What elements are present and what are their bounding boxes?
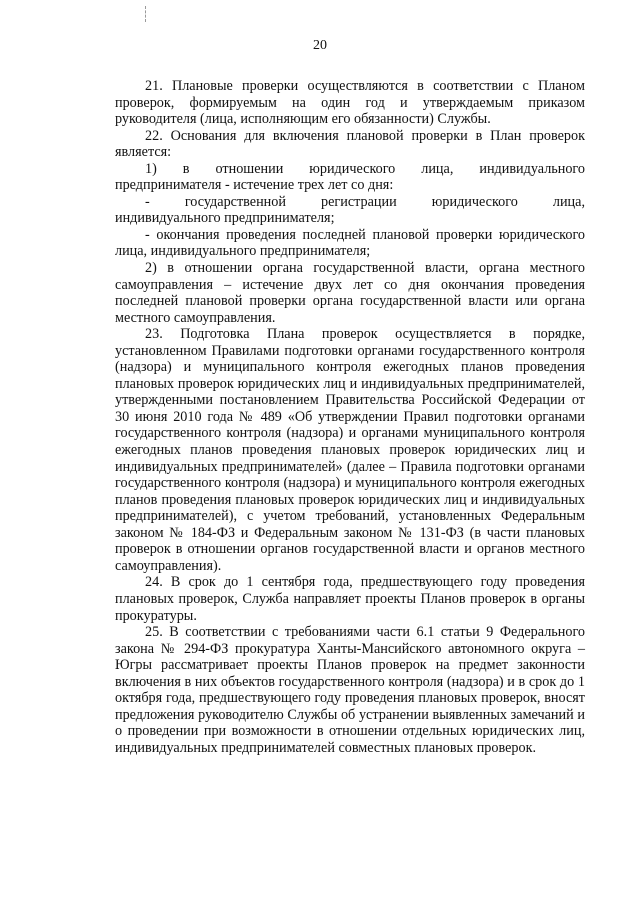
paragraph-24: 24. В срок до 1 сентября года, предшествующего году проведения плановых проверок, Служба направляет проекты Планов проверок в органы прокуратуры. (115, 574, 585, 624)
document-body (115, 78, 585, 756)
paragraph-22: 22. Основания для включения плановой проверки в План проверок является: (115, 127, 585, 161)
paragraph-22-item-1: 1) в отношении юридического лица, индивидуального (145, 160, 585, 177)
paragraph-22-subitem-registration-cont: индивидуального предпринимателя; (115, 210, 335, 227)
paragraph-22-subitem-last-check: - окончания проведения последней плановой проверки юридического лица, индивидуального предпринимателя; (115, 226, 585, 260)
paragraph-25: 25. В соответствии с требованиями части 6.1 статьи 9 Федерального закона № 294-ФЗ прокуратура Ханты-Мансийского автономного округа – Югры рассматривает проекты Планов проверок на предмет законности включения в них объектов государственного контроля (надзора) и в срок до 1 октября года, предшествующего году проведения плановых проверок, вносят предложения руководителю Службы об устранении выявленных замечаний и о проведении при возможности в отношении отдельных юридических лиц, индивидуальных предпринимателей совместных плановых проверок. (115, 624, 585, 756)
page-number: 20 (313, 38, 327, 53)
scan-mark (145, 6, 147, 22)
paragraph-22-subitem-registration: - государственной регистрации юридического лица, (145, 193, 585, 210)
paragraph-22-item-1-cont: предпринимателя - истечение трех лет со дня: (115, 177, 394, 194)
paragraph-23: 23. Подготовка Плана проверок осуществляется в порядке, установленном Правилами подготовки органами государственного контроля (надзора) и муниципального контроля ежегодных планов проведения плановых проверок юридических лиц и индивидуальных предпринимателей, утвержденными постановлением Правительства Российской Федерации от 30 июня 2010 года № 489 «Об утверждении Правил подготовки органами государственного контроля (надзора) и органами муниципального контроля ежегодных планов проведения плановых проверок юридических лиц и индивидуальных предпринимателей» (далее – Правила подготовки органами государственного контроля (надзора) и муниципального контроля ежегодных планов проведения плановых проверок юридических лиц и индивидуальных предпринимателей), с учетом требований, установленных Федеральным законом № 184-ФЗ и Федеральным законом № 131-ФЗ (в части плановых проверок в отношении органов государственной власти и органов местного самоуправления). (115, 326, 585, 574)
paragraph-21: 21. Плановые проверки осуществляются в соответствии с Планом проверок, формируемым на один год и утверждаемым приказом руководителя (лица, исполняющим его обязанности) Службы. (115, 78, 585, 128)
paragraph-22-item-2: 2) в отношении органа государственной власти, органа местного самоуправления – истечение двух лет со дня окончания проведения последней плановой проверки органа государственной власти или органа местного самоуправления. (115, 260, 585, 326)
